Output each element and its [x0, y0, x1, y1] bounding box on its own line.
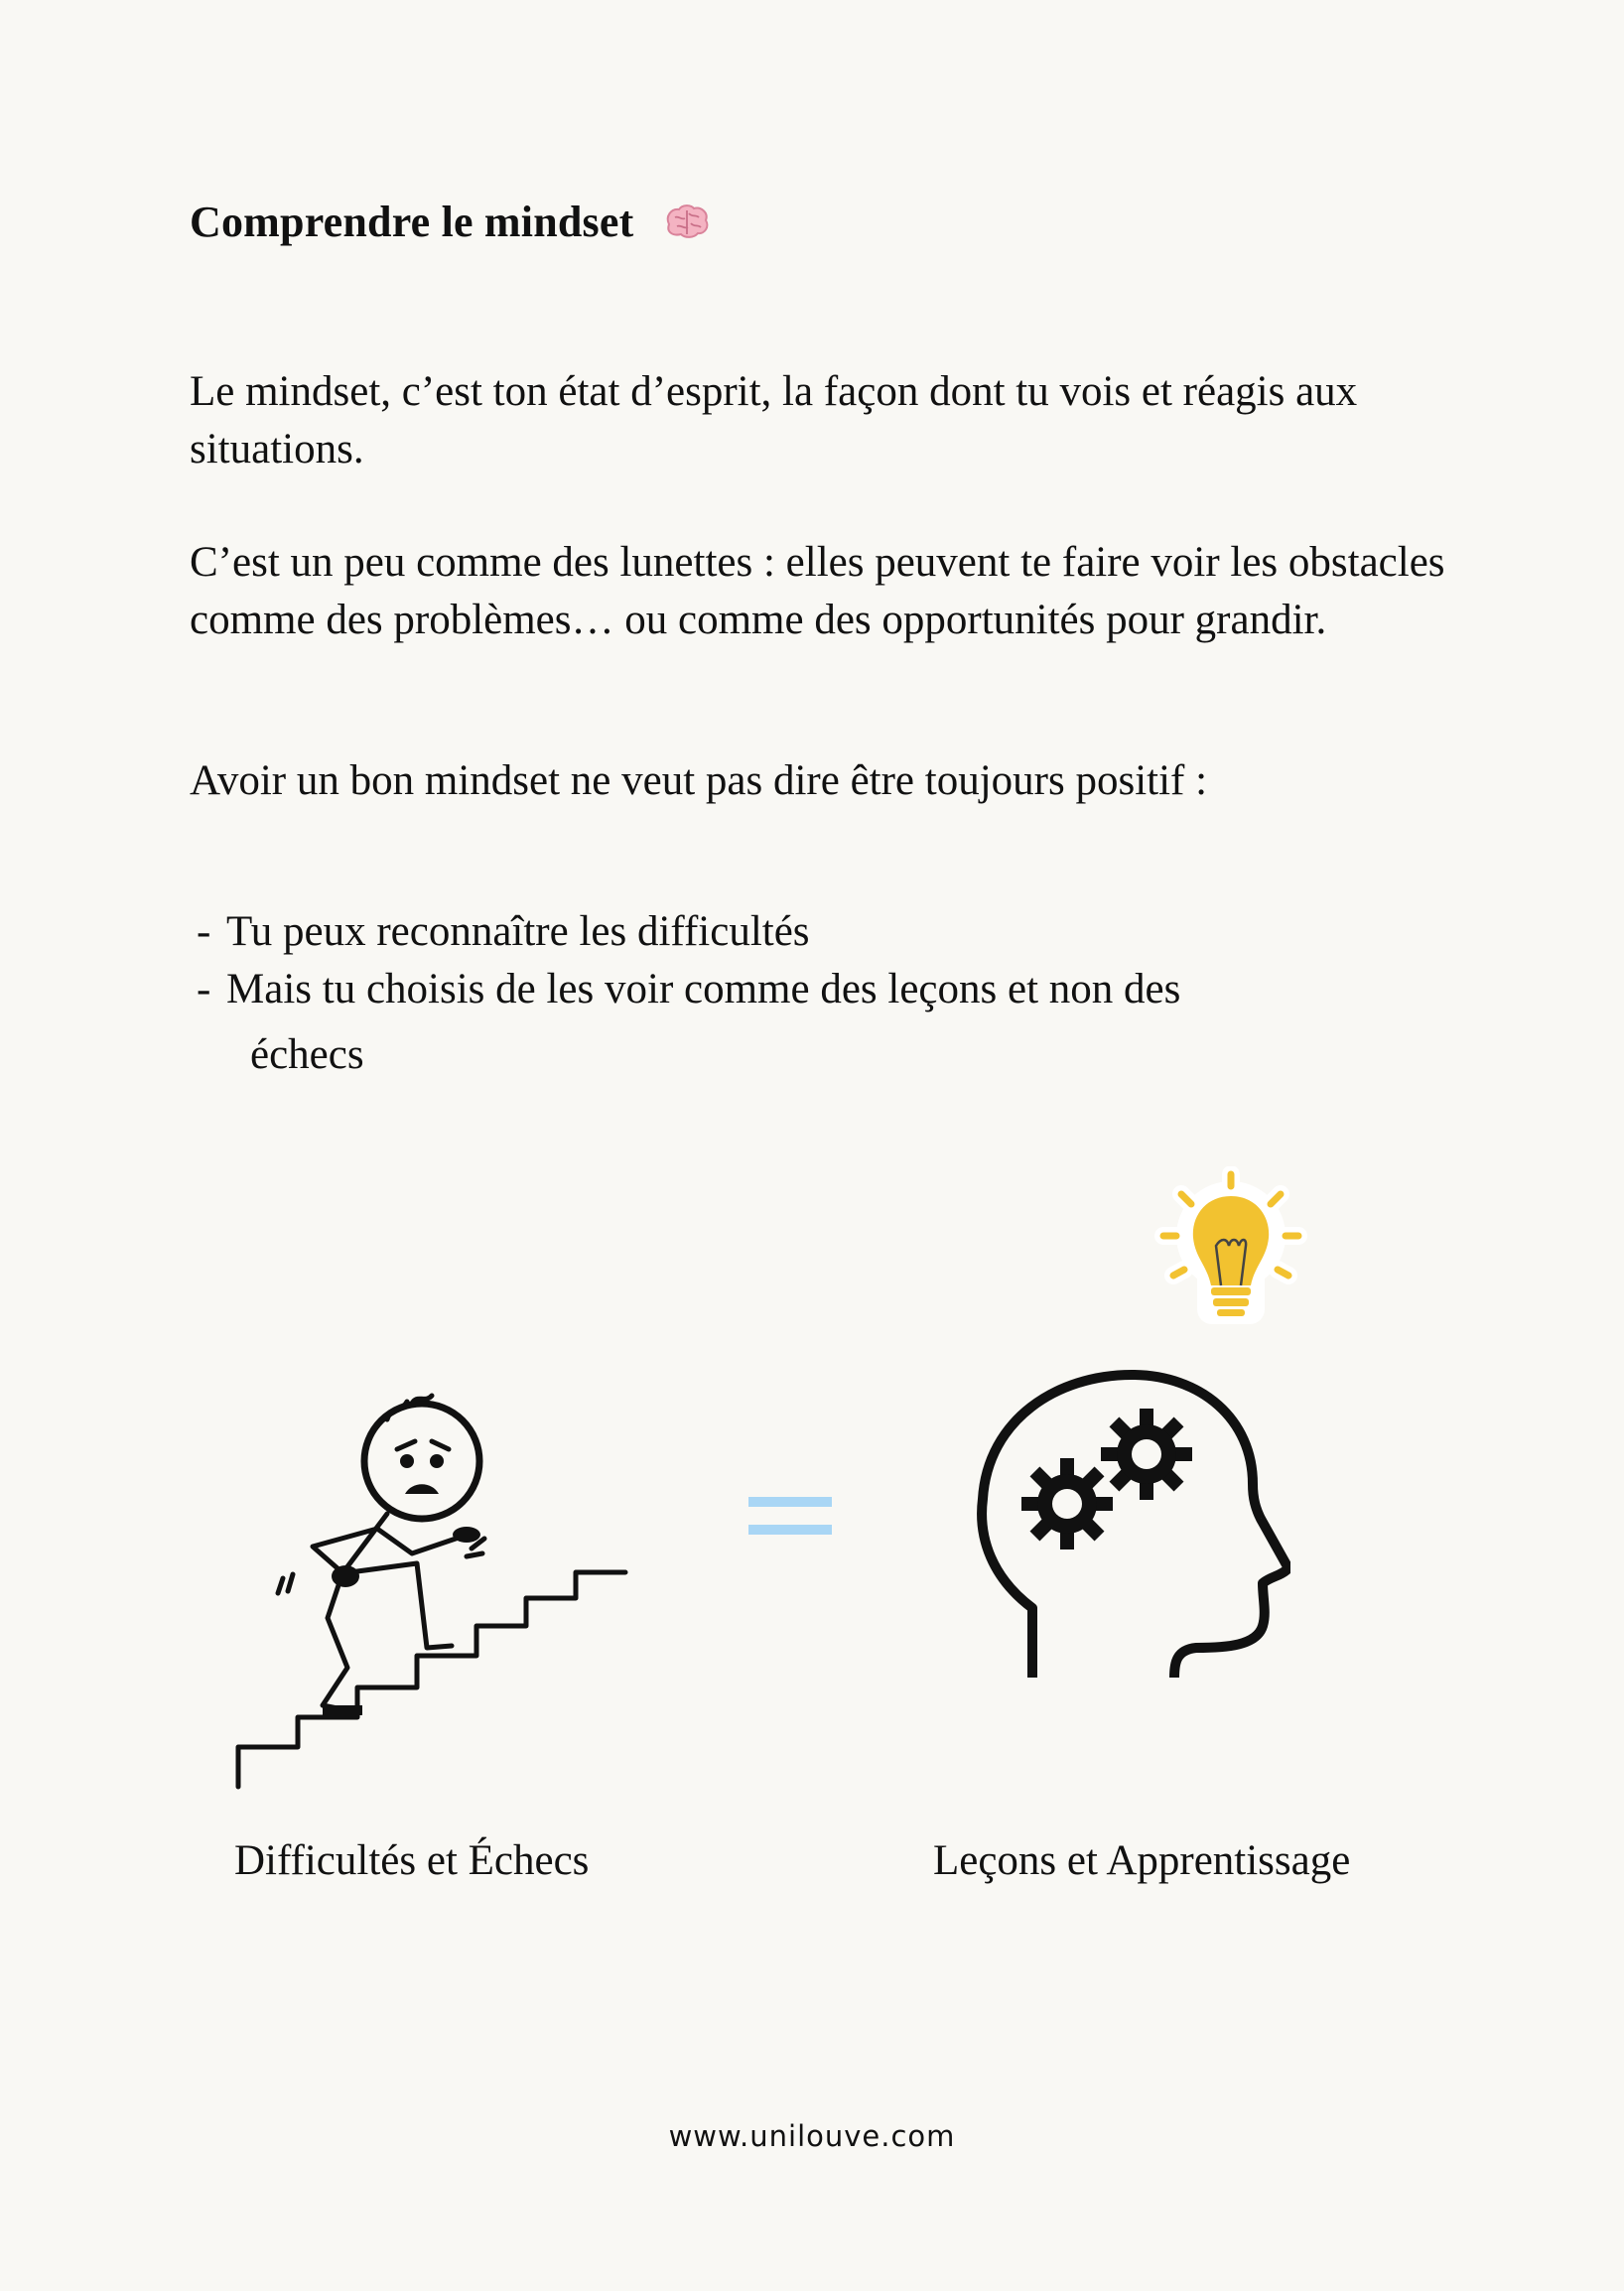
stickman-climbing-stairs-icon: [228, 1390, 645, 1807]
title-text: Comprendre le mindset: [190, 198, 634, 246]
lightbulb-icon: [1151, 1166, 1310, 1350]
bullet-list: [197, 903, 1487, 1084]
list-item: [197, 961, 1487, 1084]
brain-icon: [663, 202, 711, 242]
intro-paragraph: Le mindset, c’est ton état d’esprit, la façon dont tu vois et réagis aux situations.: [190, 368, 1358, 472]
caption-difficulties: Difficultés et Échecs: [234, 1837, 590, 1884]
page-title: [190, 197, 711, 247]
glasses-paragraph: C’est un peu comme des lunettes : elles peuvent te faire voir les obstacles comme des problèmes… ou comme des opportunités pour grandir.: [190, 539, 1445, 643]
equals-icon: [748, 1493, 832, 1543]
bullet-text: Mais tu choisis de les voir comme des leçons et non des: [226, 966, 1181, 1012]
bullet-text: Tu peux reconnaître les difficultés: [226, 908, 810, 955]
bullet-continuation: échecs: [250, 1031, 364, 1078]
positive-paragraph: Avoir un bon mindset ne veut pas dire être toujours positif :: [190, 757, 1208, 804]
bullet-dash: -: [197, 908, 211, 955]
bullet-dash: -: [197, 966, 211, 1012]
list-item: [197, 903, 1487, 961]
caption-lessons: Leçons et Apprentissage: [933, 1837, 1351, 1884]
head-gears-icon: [973, 1360, 1290, 1687]
footer-url[interactable]: www.unilouve.com: [668, 2119, 956, 2153]
